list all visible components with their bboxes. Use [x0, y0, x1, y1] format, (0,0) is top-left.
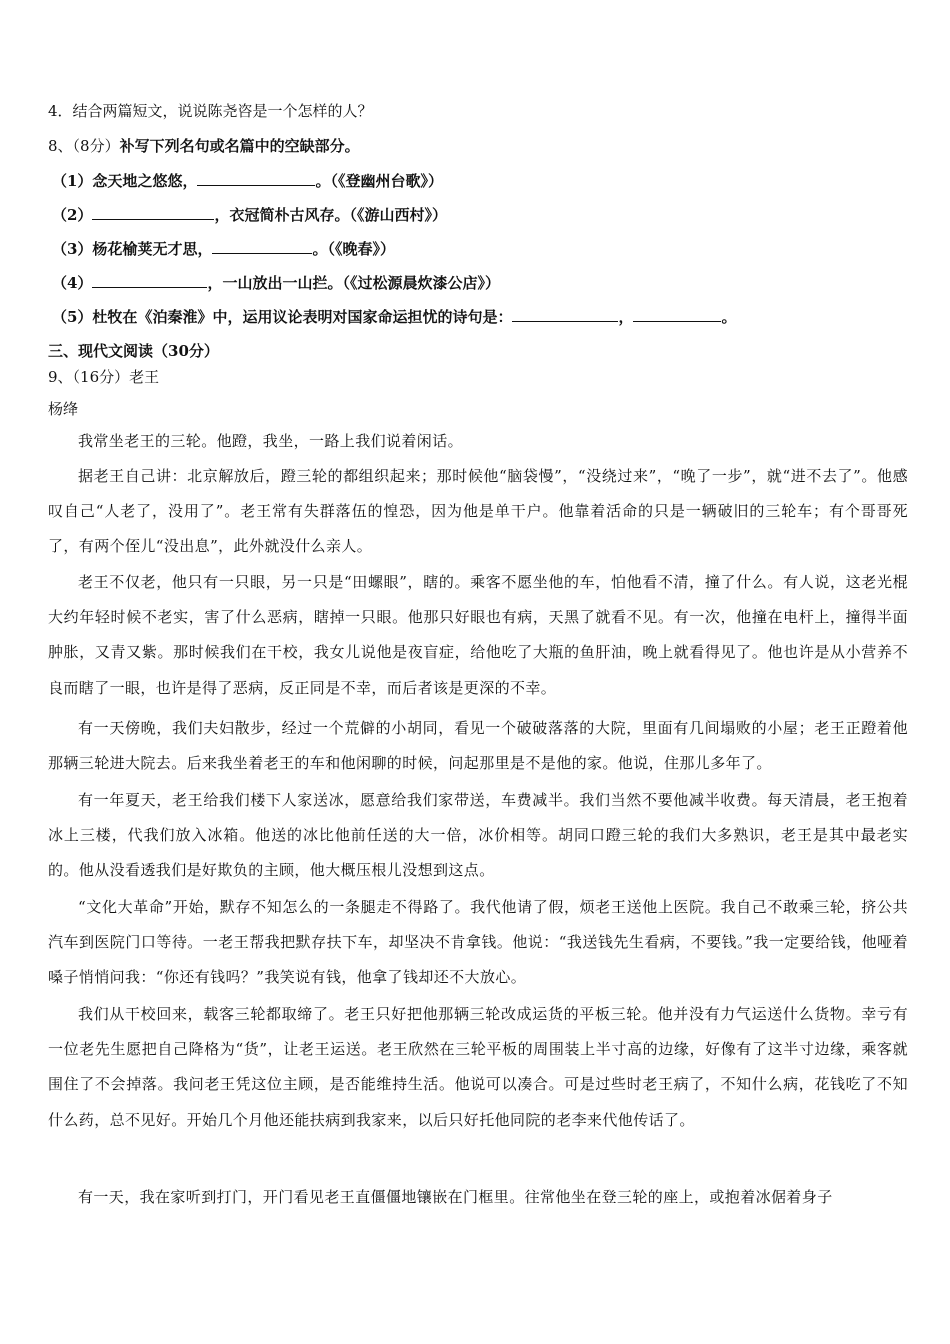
answer-blank-4[interactable] [92, 272, 207, 288]
paragraph-8: 有一天，我在家听到打门，开门看见老王直僵僵地镶嵌在门框里。往常他坐在登三轮的座上，或抱着冰倨着身子 [78, 1188, 833, 1206]
fill-item-3-pre: （3）杨花榆荚无才思， [52, 240, 213, 258]
fill-item-5-pre: （5）杜牧在《泊秦淮》中，运用议论表明对国家命运担忧的诗句是： [52, 308, 513, 326]
fill-item-5-post: 。 [721, 308, 737, 326]
article-author: 杨绛 [48, 400, 79, 418]
question-9-heading [48, 367, 950, 387]
question-8-heading [48, 136, 950, 156]
fill-item-4-pre: （4） [52, 274, 93, 292]
section-3-heading: 三、现代文阅读（30分） [48, 342, 219, 360]
fill-item-5 [52, 306, 950, 327]
answer-blank-5b[interactable] [633, 306, 721, 322]
fill-item-1-post: 。（《登幽州台歌》） [315, 172, 443, 190]
paragraph-5: 有一年夏天，老王给我们楼下人家送冰，愿意给我们家带送，车费减半。我们当然不要他减半收费。每天清晨，老王抱着冰上三楼，代我们放入冰箱。他送的冰比他前任送的大一倍，冰价相等。胡同口蹬三轮的我们大多熟识，老王是其中最老实的。他从没看透我们是好欺负的主顾，他大概压根儿没想到这点。 [48, 791, 908, 880]
question-8-number: 8、 [48, 137, 73, 155]
answer-blank-5a[interactable] [512, 306, 618, 322]
answer-blank-1[interactable] [197, 170, 315, 186]
fill-item-2-post: ，衣冠简朴古风存。（《游山西村》） [214, 206, 447, 224]
paragraph-3: 老王不仅老，他只有一只眼，另一只是“田螺眼”，瞎的。乘客不愿坐他的车，怕他看不清，撞了什么。有人说，这老光棍大约年轻时候不老实，害了什么恶病，瞎掉一只眼。他那只好眼也有病，天黑了就看不见。有一次，他撞在电杆上，撞得半面肿胀，又青又紫。那时候我们在干校，我女儿说他是夜盲症，给他吃了大瓶的鱼肝油，晚上就看得见了。他也许是从小营养不良而瞎了一眼，也许是得了恶病，反正同是不幸，而后者该是更深的不幸。 [48, 573, 908, 697]
question-9-number: 9、 [48, 368, 73, 386]
paragraph-7: 我们从干校回来，载客三轮都取缔了。老王只好把他那辆三轮改成运货的平板三轮。他并没有力气运送什么货物。幸亏有一位老先生愿把自己降格为“货”，让老王运送。老王欣然在三轮平板的周围装上半寸高的边缘，好像有了这半寸边缘，乘客就围住了不会掉落。我问老王凭这位主顾，是否能维持生活。他说可以凑合。可是过些时老王病了，不知什么病，花钱吃了不知什么药，总不见好。开始几个月他还能扶病到我家来，以后只好托他同院的老李来代他传话了。 [48, 1005, 908, 1129]
fill-item-4-post: ，一山放出一山拦。（《过松源晨炊漆公店》） [207, 274, 500, 292]
fill-item-2 [52, 204, 950, 225]
article-title: 老王 [129, 368, 160, 386]
paragraph-4: 有一天傍晚，我们夫妇散步，经过一个荒僻的小胡同，看见一个破破落落的大院，里面有几间塌败的小屋；老王正蹬着他那辆三轮进大院去。后来我坐着老王的车和他闲聊的时候，问起那里是不是他的家。他说，住那儿多年了。 [48, 719, 908, 773]
fill-item-5-mid: ， [618, 308, 634, 326]
question-9-score: （16分） [72, 368, 130, 386]
fill-item-4 [52, 272, 950, 293]
fill-item-3 [52, 238, 950, 259]
answer-blank-2[interactable] [92, 204, 214, 220]
question-4: 4．结合两篇短文，说说陈尧咨是一个怎样的人？ [48, 102, 373, 120]
fill-item-2-pre: （2） [52, 206, 93, 224]
fill-item-1 [52, 170, 950, 191]
answer-blank-3[interactable] [212, 238, 312, 254]
paragraph-2: 据老王自己讲：北京解放后，蹬三轮的都组织起来；那时候他“脑袋慢”，“没绕过来”，“晚了一步”，就“进不去了”。他感叹自己“人老了，没用了”。老王常有失群落伍的惶恐，因为他是单干户。他靠着活命的只是一辆破旧的三轮车；有个哥哥死了，有两个侄儿“没出息”，此外就没什么亲人。 [48, 467, 908, 556]
question-8-prompt: 补写下列名句或名篇中的空缺部分。 [119, 137, 360, 155]
fill-item-3-post: 。（《晚春》） [312, 240, 395, 258]
fill-item-1-pre: （1）念天地之悠悠， [52, 172, 198, 190]
question-8-score: （8分） [72, 137, 120, 155]
paragraph-1: 我常坐老王的三轮。他蹬，我坐，一路上我们说着闲话。 [78, 432, 464, 450]
paragraph-6: “文化大革命”开始，默存不知怎么的一条腿走不得路了。我代他请了假，烦老王送他上医院。我自己不敢乘三轮，挤公共汽车到医院门口等待。一老王帮我把默存扶下车，却坚决不肯拿钱。他说：“我送钱先生看病，不要钱。”我一定要给钱，他哑着嗓子悄悄问我：“你还有钱吗？”我笑说有钱，他拿了钱却还不大放心。 [48, 898, 908, 987]
